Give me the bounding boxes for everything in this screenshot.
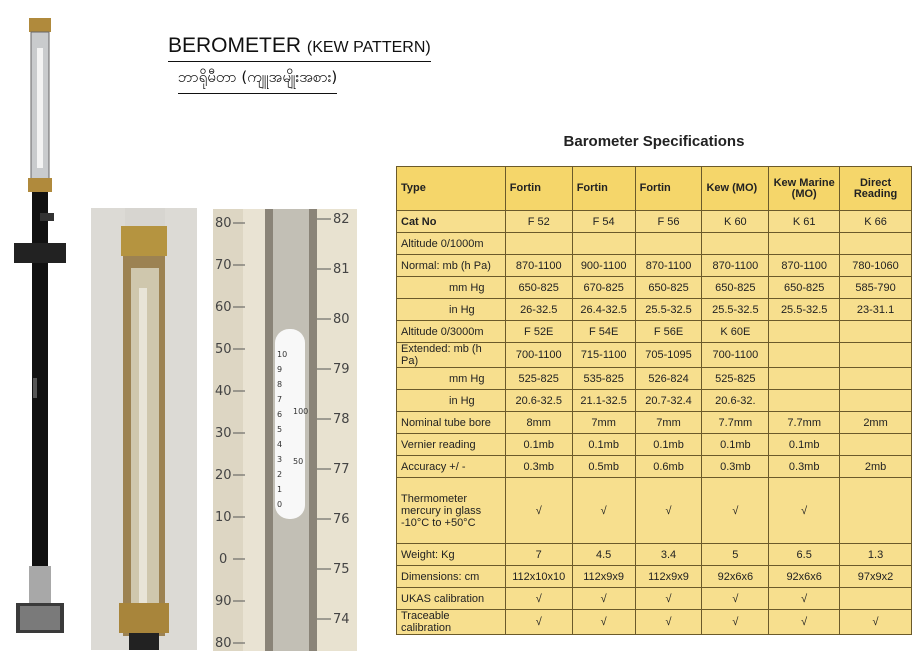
scale-label: 80 xyxy=(215,636,232,651)
table-cell: √ xyxy=(840,610,912,635)
table-cell: 26-32.5 xyxy=(505,299,572,321)
table-cell: 0.3mb xyxy=(702,456,769,478)
vernier-label: 5 xyxy=(277,425,283,434)
spec-table xyxy=(396,166,912,635)
scale-label: 30 xyxy=(215,426,232,441)
scale-label: 82 xyxy=(333,212,350,227)
column-header: Fortin xyxy=(635,167,702,211)
scale-label: 80 xyxy=(215,216,232,231)
table-cell: 525-825 xyxy=(702,368,769,390)
table-row xyxy=(397,456,912,478)
table-cell: F 56 xyxy=(635,211,702,233)
scale-closeup-image xyxy=(213,209,357,651)
table-cell: √ xyxy=(769,478,840,544)
table-cell: √ xyxy=(505,588,572,610)
scale-label: 75 xyxy=(333,562,350,577)
table-cell: 6.5 xyxy=(769,544,840,566)
table-row xyxy=(397,211,912,233)
table-row xyxy=(397,588,912,610)
table-cell: 0.1mb xyxy=(702,434,769,456)
table-row xyxy=(397,544,912,566)
row-label: Nominal tube bore xyxy=(397,412,506,434)
scale-label: 77 xyxy=(333,462,350,477)
row-label: Extended: mb (h Pa) xyxy=(397,343,506,368)
table-cell: 21.1-32.5 xyxy=(572,390,635,412)
barometer-image xyxy=(10,18,70,648)
vernier-label: 4 xyxy=(277,440,283,449)
row-label: Altitude 0/3000m xyxy=(397,321,506,343)
table-cell: 526-824 xyxy=(635,368,702,390)
table-cell: 2mb xyxy=(840,456,912,478)
scale-label: 76 xyxy=(333,512,350,527)
table-cell: 0.1mb xyxy=(635,434,702,456)
table-cell: K 60E xyxy=(702,321,769,343)
row-label: mm Hg xyxy=(397,368,506,390)
table-cell: 20.6-32.5 xyxy=(505,390,572,412)
table-header-row xyxy=(397,167,912,211)
table-cell: 870-1100 xyxy=(769,255,840,277)
table-row xyxy=(397,299,912,321)
table-cell: 0.5mb xyxy=(572,456,635,478)
vernier-label: 1 xyxy=(277,485,283,494)
table-row xyxy=(397,478,912,544)
table-cell: 7.7mm xyxy=(702,412,769,434)
table-cell: √ xyxy=(635,478,702,544)
table-cell: 715-1100 xyxy=(572,343,635,368)
table-cell: 25.5-32.5 xyxy=(702,299,769,321)
scale-label: 79 xyxy=(333,362,350,377)
title-block xyxy=(168,34,431,94)
table-cell: 870-1100 xyxy=(505,255,572,277)
vernier-label: 3 xyxy=(277,455,283,464)
table-cell xyxy=(572,233,635,255)
table-cell: 7mm xyxy=(572,412,635,434)
title-main: BEROMETER xyxy=(168,34,302,57)
table-cell: √ xyxy=(702,610,769,635)
tube-closeup-image xyxy=(91,208,197,650)
table-cell: 7.7mm xyxy=(769,412,840,434)
table-cell xyxy=(769,233,840,255)
table-cell xyxy=(840,233,912,255)
vernier-label: 100 xyxy=(293,407,309,416)
vernier-label: 2 xyxy=(277,470,283,479)
table-cell xyxy=(769,368,840,390)
page-title xyxy=(168,34,431,62)
table-cell xyxy=(769,343,840,368)
table-row xyxy=(397,343,912,368)
title-myanmar: ဘာရိုမီတာ (ကျူအမျိုးအစား) xyxy=(178,68,337,94)
table-cell: 4.5 xyxy=(572,544,635,566)
table-row xyxy=(397,321,912,343)
table-cell xyxy=(840,434,912,456)
table-cell: √ xyxy=(702,478,769,544)
table-cell: 585-790 xyxy=(840,277,912,299)
table-cell: 92x6x6 xyxy=(702,566,769,588)
row-label: Dimensions: cm xyxy=(397,566,506,588)
table-cell: 112x9x9 xyxy=(635,566,702,588)
vernier-label: 6 xyxy=(277,410,283,419)
table-cell: 535-825 xyxy=(572,368,635,390)
table-cell: 7mm xyxy=(635,412,702,434)
table-cell xyxy=(840,343,912,368)
table-cell: 2mm xyxy=(840,412,912,434)
table-cell: √ xyxy=(505,610,572,635)
vernier-label: 50 xyxy=(293,457,304,466)
table-cell: 780-1060 xyxy=(840,255,912,277)
title-subtitle: (KEW PATTERN) xyxy=(306,39,431,56)
scale-label: 20 xyxy=(215,468,232,483)
table-cell: F 54 xyxy=(572,211,635,233)
vernier-label: 7 xyxy=(277,395,283,404)
row-label: Altitude 0/1000m xyxy=(397,233,506,255)
row-label: in Hg xyxy=(397,299,506,321)
table-cell: 112x9x9 xyxy=(572,566,635,588)
scale-label: 50 xyxy=(215,342,232,357)
row-label: in Hg xyxy=(397,390,506,412)
table-cell: 870-1100 xyxy=(702,255,769,277)
table-cell: 0.1mb xyxy=(505,434,572,456)
table-row xyxy=(397,412,912,434)
table-row xyxy=(397,255,912,277)
row-label: Cat No xyxy=(397,211,506,233)
row-label: Normal: mb (h Pa) xyxy=(397,255,506,277)
table-cell: √ xyxy=(572,610,635,635)
table-cell: √ xyxy=(505,478,572,544)
table-cell xyxy=(840,368,912,390)
table-row xyxy=(397,390,912,412)
scale-label: 80 xyxy=(333,312,350,327)
table-cell: 0.3mb xyxy=(505,456,572,478)
scale-label: 10 xyxy=(215,510,232,525)
table-cell: √ xyxy=(572,588,635,610)
scale-label: 0 xyxy=(219,552,228,567)
table-cell: 0.3mb xyxy=(769,456,840,478)
table-cell: 670-825 xyxy=(572,277,635,299)
table-cell: 650-825 xyxy=(635,277,702,299)
table-cell: 870-1100 xyxy=(635,255,702,277)
table-cell: 92x6x6 xyxy=(769,566,840,588)
table-cell: 97x9x2 xyxy=(840,566,912,588)
table-cell xyxy=(769,321,840,343)
column-header: Type xyxy=(397,167,506,211)
table-cell xyxy=(840,321,912,343)
table-cell: F 52E xyxy=(505,321,572,343)
spec-heading: Barometer Specifications xyxy=(563,133,745,150)
table-cell: 0.1mb xyxy=(769,434,840,456)
row-label: Thermometer mercury in glass -10°C to +50°C xyxy=(397,478,506,544)
scale-label: 74 xyxy=(333,612,350,627)
table-cell: 0.1mb xyxy=(572,434,635,456)
table-cell: F 56E xyxy=(635,321,702,343)
scale-label: 70 xyxy=(215,258,232,273)
table-cell xyxy=(702,233,769,255)
scale-label: 90 xyxy=(215,594,232,609)
table-cell: √ xyxy=(635,610,702,635)
column-header: Fortin xyxy=(572,167,635,211)
table-cell: 3.4 xyxy=(635,544,702,566)
table-cell: K 66 xyxy=(840,211,912,233)
table-row xyxy=(397,610,912,635)
table-cell: F 54E xyxy=(572,321,635,343)
table-cell: 1.3 xyxy=(840,544,912,566)
table-cell: 0.6mb xyxy=(635,456,702,478)
row-label: Vernier reading xyxy=(397,434,506,456)
table-cell: 700-1100 xyxy=(702,343,769,368)
table-cell: 20.6-32. xyxy=(702,390,769,412)
table-cell: 700-1100 xyxy=(505,343,572,368)
table-cell: 525-825 xyxy=(505,368,572,390)
table-cell: 650-825 xyxy=(769,277,840,299)
table-row xyxy=(397,434,912,456)
column-header: Direct Reading xyxy=(840,167,912,211)
table-cell: 25.5-32.5 xyxy=(635,299,702,321)
table-row xyxy=(397,368,912,390)
table-cell: 650-825 xyxy=(702,277,769,299)
table-cell: 23-31.1 xyxy=(840,299,912,321)
table-cell xyxy=(840,478,912,544)
table-cell: 26.4-32.5 xyxy=(572,299,635,321)
table-cell: K 61 xyxy=(769,211,840,233)
vernier-label: 9 xyxy=(277,365,283,374)
vernier-label: 8 xyxy=(277,380,283,389)
table-cell xyxy=(505,233,572,255)
table-row xyxy=(397,566,912,588)
vernier-label: 0 xyxy=(277,500,283,509)
table-cell: 650-825 xyxy=(505,277,572,299)
table-cell: K 60 xyxy=(702,211,769,233)
table-cell: 5 xyxy=(702,544,769,566)
column-header: Fortin xyxy=(505,167,572,211)
column-header: Kew (MO) xyxy=(702,167,769,211)
table-row xyxy=(397,277,912,299)
table-cell: 20.7-32.4 xyxy=(635,390,702,412)
table-cell: 900-1100 xyxy=(572,255,635,277)
table-cell: 705-1095 xyxy=(635,343,702,368)
table-cell: F 52 xyxy=(505,211,572,233)
table-cell: √ xyxy=(769,610,840,635)
table-cell: √ xyxy=(769,588,840,610)
table-cell xyxy=(840,588,912,610)
table-cell xyxy=(769,390,840,412)
row-label: Weight: Kg xyxy=(397,544,506,566)
table-row xyxy=(397,233,912,255)
row-label: UKAS calibration xyxy=(397,588,506,610)
table-cell: 8mm xyxy=(505,412,572,434)
table-cell xyxy=(635,233,702,255)
scale-label: 60 xyxy=(215,300,232,315)
table-cell: 112x10x10 xyxy=(505,566,572,588)
table-cell: 25.5-32.5 xyxy=(769,299,840,321)
row-label: Traceable calibration xyxy=(397,610,506,635)
scale-label: 81 xyxy=(333,262,350,277)
scale-label: 40 xyxy=(215,384,232,399)
table-cell: √ xyxy=(572,478,635,544)
table-cell: √ xyxy=(702,588,769,610)
table-cell: √ xyxy=(635,588,702,610)
table-cell xyxy=(840,390,912,412)
row-label: Accuracy +/ - xyxy=(397,456,506,478)
column-header: Kew Marine (MO) xyxy=(769,167,840,211)
row-label: mm Hg xyxy=(397,277,506,299)
scale-label: 78 xyxy=(333,412,350,427)
table-cell: 7 xyxy=(505,544,572,566)
vernier-label: 10 xyxy=(277,350,288,359)
